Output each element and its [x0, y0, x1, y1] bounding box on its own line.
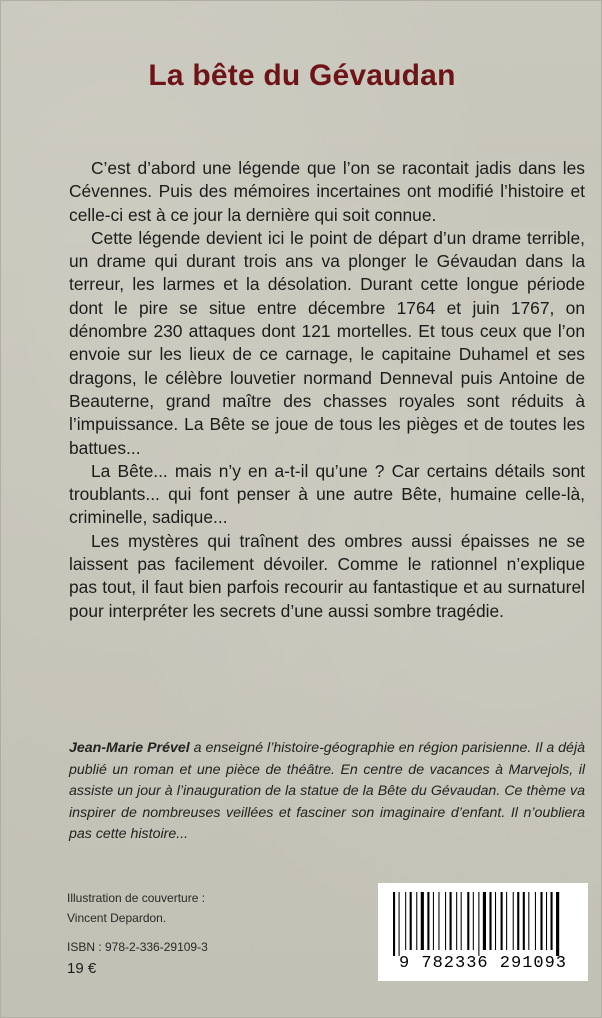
author-name: Jean-Marie Prével: [69, 740, 190, 756]
barcode-bar: [528, 892, 529, 950]
barcode-bar: [489, 892, 491, 950]
barcode-bar: [410, 892, 412, 950]
price: 19 €: [67, 960, 97, 977]
barcode-digits: 9 782336 291093: [398, 954, 568, 973]
barcode-bar: [399, 892, 400, 956]
barcode-bar: [467, 892, 469, 950]
barcode-bar: [483, 892, 486, 950]
barcode: [378, 883, 588, 981]
barcode-bar: [517, 892, 519, 950]
barcode-bar: [556, 892, 559, 956]
cover-credits-label: Illustration de couverture :: [67, 891, 206, 905]
barcode-bar: [450, 892, 452, 950]
barcode-bar: [523, 892, 525, 950]
synopsis-paragraph: Les mystères qui traînent des ombres aussi épaisses ne se laissent pas facilement dévoiler. Comme le rationnel n’explique pas tout, il faut bien parfois recourir au fantastique et au surnaturel pour interpréter les secrets d’une aussi sombre tragédie.: [69, 530, 585, 621]
barcode-bar: [506, 892, 507, 950]
barcode-bar: [427, 892, 429, 950]
barcode-bar: [540, 892, 542, 950]
barcode-bar: [495, 892, 496, 950]
barcode-bar: [513, 892, 514, 950]
cover-credits-artist: Vincent Depardon.: [67, 911, 167, 925]
barcode-bar: [546, 892, 547, 950]
barcode-bar: [416, 892, 417, 950]
barcode-bar: [551, 892, 553, 950]
barcode-bar: [421, 892, 424, 950]
barcode-bar: [461, 892, 462, 950]
barcode-bar: [473, 892, 474, 950]
barcode-bar: [433, 892, 434, 950]
barcode-bars: [393, 892, 573, 956]
barcode-bar: [535, 892, 536, 950]
author-bio: [69, 738, 585, 846]
synopsis-paragraph: C’est d’abord une légende que l’on se racontait jadis dans les Cévennes. Puis des mémoires incertaines ont modifié l’histoire et celle-ci est à ce jour la dernière qui soit connue.: [69, 158, 585, 225]
isbn: ISBN : 978-2-336-29109-3: [67, 940, 208, 954]
barcode-bar: [456, 892, 457, 950]
synopsis-paragraph: La Bête... mais n’y en a-t-il qu’une ? Car certains détails sont troublants... qui font penser à une autre Bête, humaine celle-là, criminelle, sadique...: [69, 460, 585, 528]
author-bio-text: a enseigné l’histoire-géographie en région parisienne. Il a déjà publié un roman et une pièce de théâtre. En centre de vacances à Marvejols, il assiste un jour à l’inauguration de la statue de la Bête du Gévaudan. Ce thème va inspirer de nombreuses veillées et fasciner son imaginaire d’enfant. Il n’oubliera pas cette histoire...: [69, 740, 585, 842]
synopsis-paragraph: Cette légende devient ici le point de départ d’un drame terrible, un drame qui durant trois ans va plonger le Gévaudan dans la terreur, les larmes et la désolation. Durant cette longue période dont le pire se situe entre décembre 1764 et juin 1767, on dénombre 230 attaques dont 121 mortelles. Et tous ceux que l’on envoie sur les lieux de ce carnage, le capitaine Duhamel et ses dragons, le célèbre louvetier normand Denneval puis Antoine de Beauterne, grand maître des chasses royales sont réduits à l’impuissance. La Bête se joue de tous les pièges et de toutes les battues...: [69, 227, 585, 458]
barcode-bar: [478, 892, 479, 956]
barcode-bar: [501, 892, 503, 950]
barcode-bar: [405, 892, 406, 950]
cover-credits: [67, 888, 205, 928]
barcode-bar: [445, 892, 446, 950]
book-title: La bête du Gévaudan: [148, 59, 456, 92]
barcode-bar: [438, 892, 439, 950]
barcode-bar: [393, 892, 395, 956]
synopsis: [69, 157, 585, 623]
